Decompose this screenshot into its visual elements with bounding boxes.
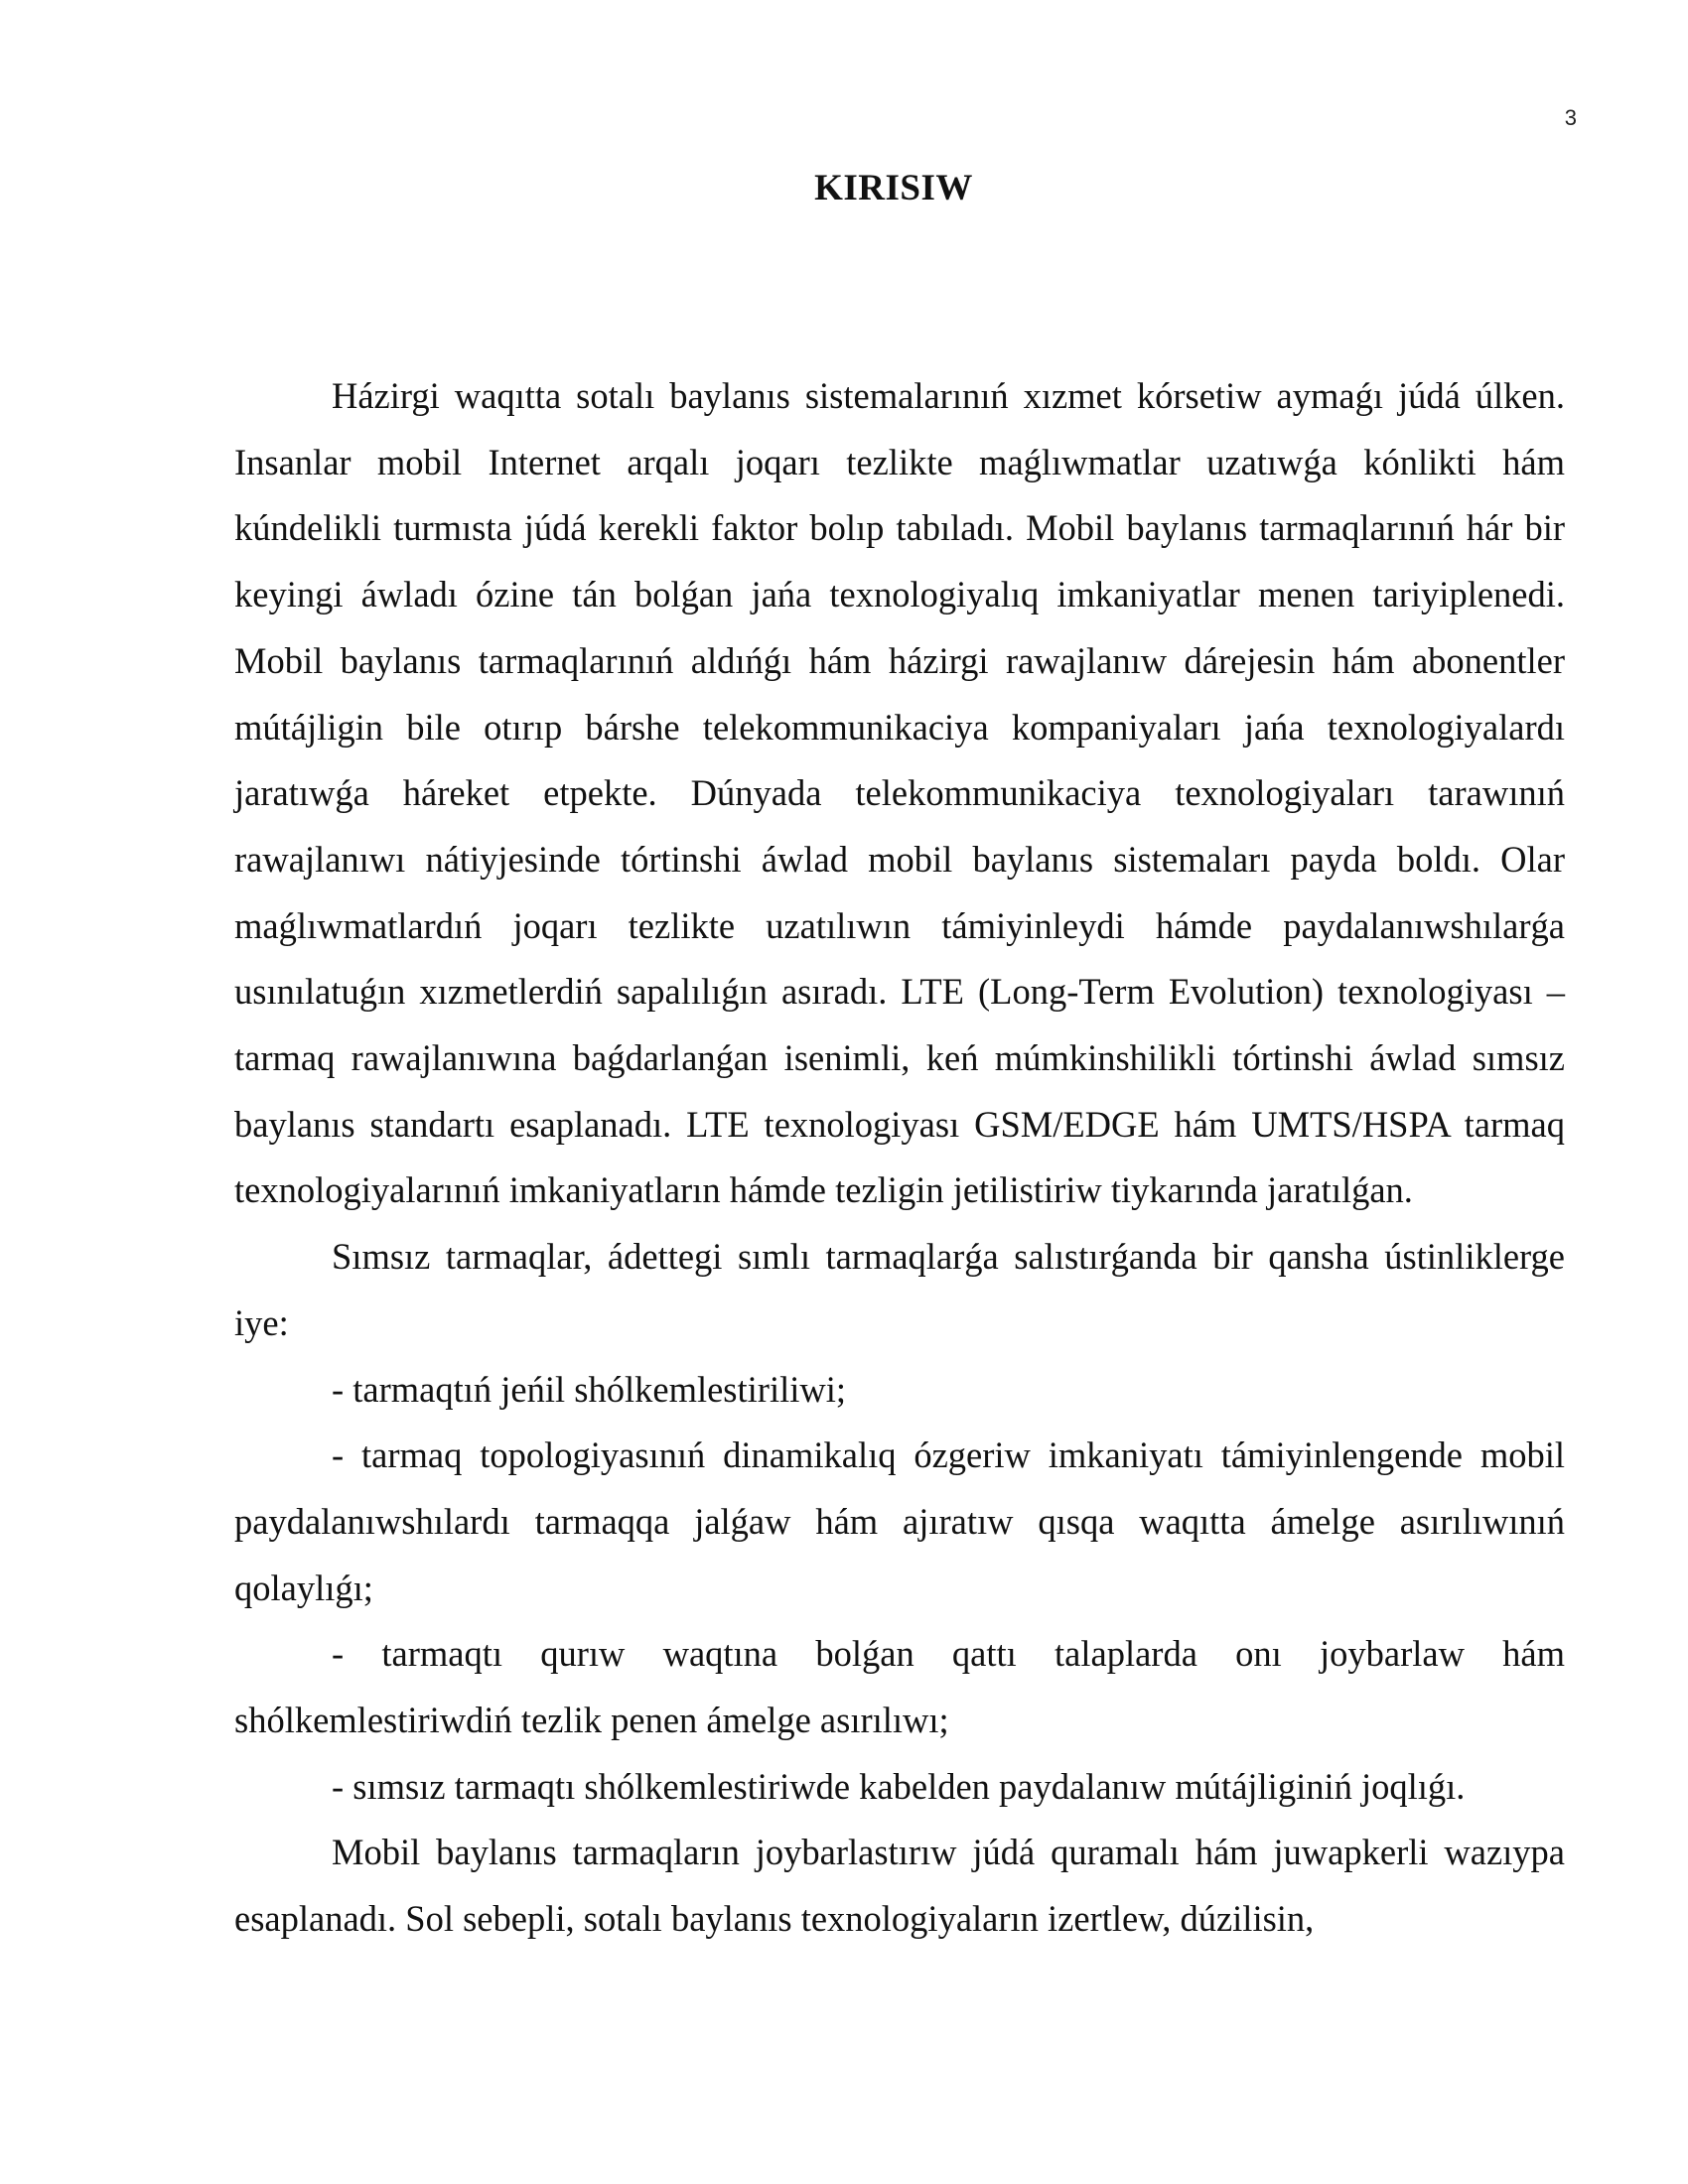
section-title: KIRISIW — [814, 168, 973, 208]
paragraph-design-task: Mobil baylanıs tarmaqların joybarlastırıw júdá quramalı hám juwapkerli wazıypa esaplanadı. Sol sebepli, sotalı baylanıs texnologiyaların izertlew, dúzilisin, — [234, 1832, 1565, 1940]
page-number: 3 — [1564, 105, 1577, 130]
list-item-no-cable: - sımsız tarmaqtı shólkemlestiriwde kabelden paydalanıw mútájliginiń joqlıǵı. — [332, 1765, 1466, 1807]
paragraph-advantages-intro: Sımsız tarmaqlar, ádettegi sımlı tarmaqlarǵa salıstırǵanda bir qansha ústinliklerge iye: — [234, 1236, 1565, 1343]
list-item-fast-deployment: - tarmaqtı qurıw waqtına bolǵan qattı talaplarda onı joybarlaw hám shólkemlestiriwdiń tezlik penen ámelge asırılıwı; — [234, 1633, 1565, 1741]
body-text — [234, 363, 1565, 1953]
paragraph-intro: Házirgi waqıtta sotalı baylanıs sistemalarınıń xızmet kórsetiw aymaǵı júdá úlken. Insanlar mobil Internet arqalı joqarı tezlikte maǵlıwmatlar uzatıwǵa kónlikti hám kúndelikli turmısta júdá kerekli faktor bolıp tabıladı. Mobil baylanıs tarmaqlarınıń hár bir keyingi áwladı ózine tán bolǵan jańa texnologiyalıq imkaniyatlar menen tariyiplenedi. Mobil baylanıs tarmaqlarınıń aldıńǵı hám házirgi rawajlanıw dárejesin hám abonentler mútájligin bile otırıp bárshe telekommunikaciya kompaniyaları jańa texnologiyalardı jaratıwǵa háreket etpekte. Dúnyada telekommunikaciya texnologiyaları tarawınıń rawajlanıwı nátiyjesinde tórtinshi áwlad mobil baylanıs sistemaları payda boldı. Olar maǵlıwmatlardıń joqarı tezlikte uzatılıwın támiyinleydi hámde paydalanıwshılarǵa usınılatuǵın xızmetlerdiń sapalılıǵın asıradı. LTE (Long-Term Evolution) texnologiyası – tarmaq rawajlanıwına baǵdarlanǵan isenimli, keń múmkinshilikli tórtinshi áwlad sımsız baylanıs standartı esaplanadı. LTE texnologiyası GSM/EDGE hám UMTS/HSPA tarmaq texnologiyalarınıń imkaniyatların hámde tezligin jetilistiriw tiykarında jaratılǵan. — [234, 375, 1565, 1211]
list-item-dynamic-topology: - tarmaq topologiyasınıń dinamikalıq ózgeriw imkaniyatı támiyinlengende mobil paydalanıwshılardı tarmaqqa jalǵaw hám ajıratıw qısqa waqıtta ámelge asırılıwınıń qolaylıǵı; — [234, 1434, 1565, 1608]
list-item-easy-organization: - tarmaqtıń jeńil shólkemlestiriliwi; — [332, 1368, 847, 1410]
